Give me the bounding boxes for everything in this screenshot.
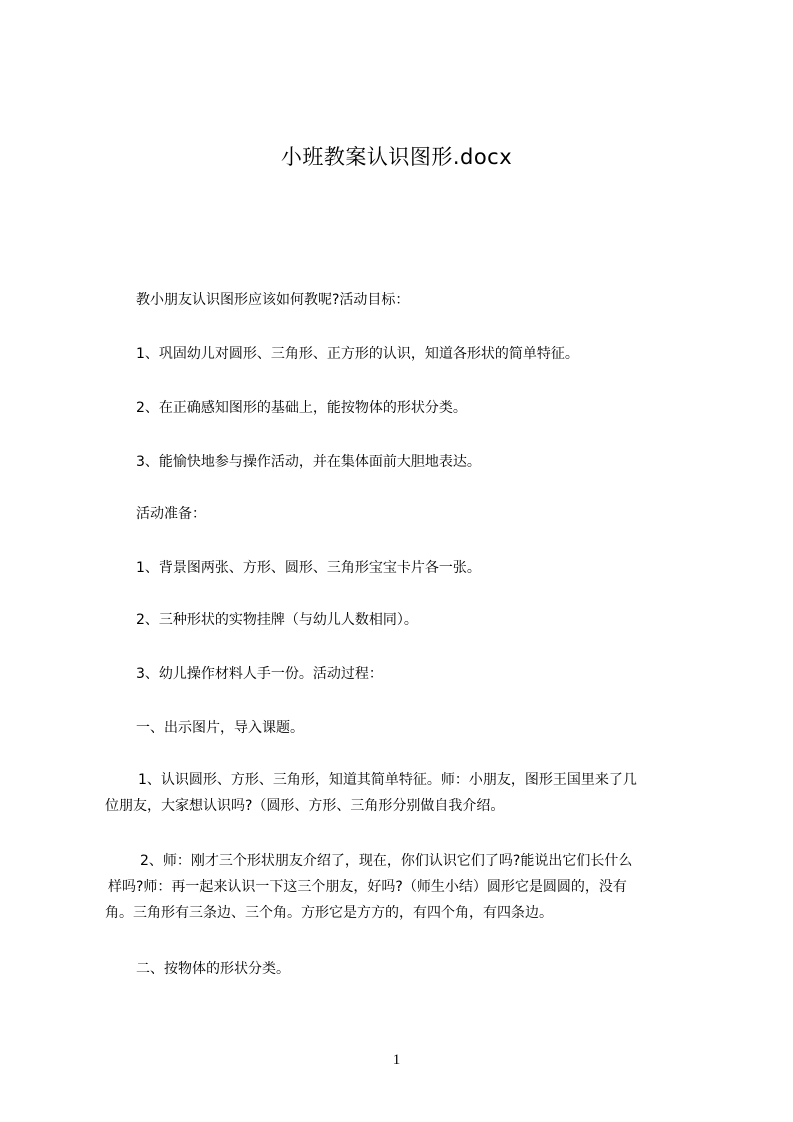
paragraph: 1、巩固幼儿对圆形、三角形、正方形的认识，知道各形状的简单特征。 xyxy=(136,346,579,362)
paragraph: 教小朋友认识图形应该如何教呢?活动目标： xyxy=(136,292,410,308)
paragraph: 3、幼儿操作材料人手一份。活动过程： xyxy=(136,666,383,682)
paragraph-line: 角。三角形有三条边、三个角。方形它是方方的，有四个角，有四条边。 xyxy=(105,905,553,921)
paragraph: 1、背景图两张、方形、圆形、三角形宝宝卡片各一张。 xyxy=(136,560,481,576)
paragraph xyxy=(105,848,705,926)
paragraph: 2、三种形状的实物挂牌（与幼儿人数相同）。 xyxy=(136,612,418,628)
paragraph: 活动准备： xyxy=(136,506,206,522)
paragraph: 一、出示图片，导入课题。 xyxy=(136,720,304,736)
paragraph: 3、能愉快地参与操作活动，并在集体面前大胆地表达。 xyxy=(136,454,481,470)
paragraph-line: 样吗?师：再一起来认识一下这三个朋友，好吗?（师生小结）圆形它是圆圆的，没有 xyxy=(108,879,627,895)
paragraph: 二、按物体的形状分类。 xyxy=(136,961,290,977)
paragraph-line: 位朋友，大家想认识吗?（圆形、方形、三角形分别做自我介绍。 xyxy=(105,798,505,814)
paragraph: 2、在正确感知图形的基础上，能按物体的形状分类。 xyxy=(136,400,467,416)
paragraph-line: 2、师：刚才三个形状朋友介绍了，现在，你们认识它们了吗?能说出它们长什么 xyxy=(140,853,633,869)
paragraph xyxy=(105,767,705,819)
page-number: 1 xyxy=(392,1052,401,1068)
paragraph-line: 1、认识圆形、方形、三角形，知道其简单特征。师：小朋友，图形王国里来了几 xyxy=(138,772,637,788)
page-title: 小班教案认识图形.docx xyxy=(280,145,513,169)
